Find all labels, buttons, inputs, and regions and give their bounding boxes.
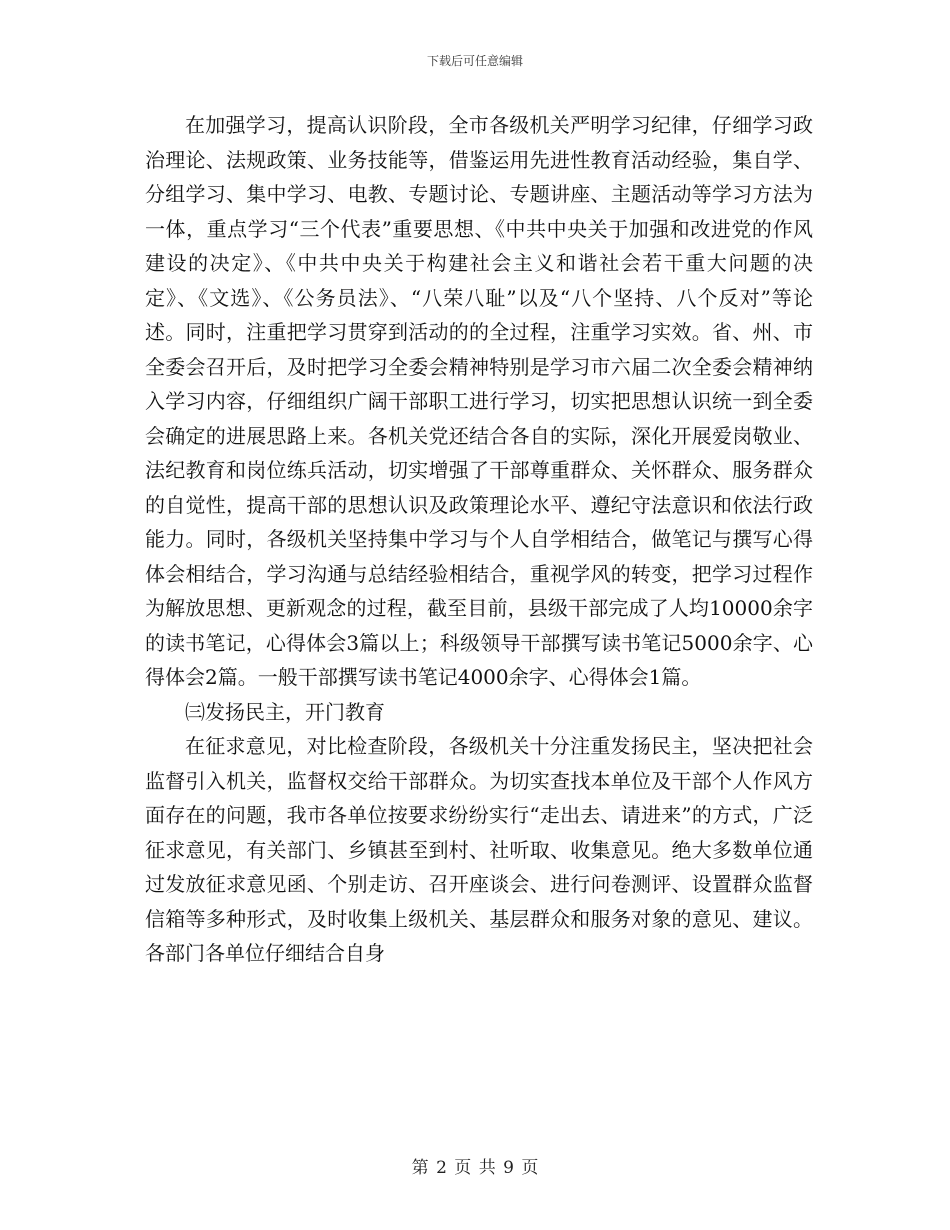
page-header-note: 下载后可任意编辑	[426, 54, 523, 68]
section-heading: ㈢发扬民主，开门教育	[185, 699, 385, 724]
document-body	[145, 108, 813, 971]
body-paragraph: 在征求意见，对比检查阶段，各级机关十分注重发扬民主，坚决把社会监督引入机关，监督权交给干部群众。为切实查找本单位及干部个人作风方面存在的问题，我市各单位按要求纷纷实行“走出去、请进来”的方式，广泛征求意见，有关部门、乡镇甚至到村、社听取、收集意见。绝大多数单位通过发放征求意见函、个别走访、召开座谈会、进行问卷测评、设置群众监督信箱等多种形式，及时收集上级机关、基层群众和服务对象的意见、建议。各部门各单位仔细结合自身	[145, 734, 813, 965]
body-paragraph: 在加强学习，提高认识阶段，全市各级机关严明学习纪律，仔细学习政治理论、法规政策、业务技能等，借鉴运用先进性教育活动经验，集自学、分组学习、集中学习、电教、专题讨论、专题讲座、主题活动等学习方法为一体，重点学习“三个代表”重要思想、《中共中央关于加强和改进党的作风建设的决定》、《中共中央关于构建社会主义和谐社会若干重大问题的决定》、《文选》、《公务员法》、“八荣八耻”以及“八个坚持、八个反对”等论述。同时，注重把学习贯穿到活动的的全过程，注重学习实效。省、州、市全委会召开后，及时把学习全委会精神特别是学习市六届二次全委会精神纳入学习内容，仔细组织广阔干部职工进行学习，切实把思想认识统一到全委会确定的进展思路上来。各机关党还结合各自的实际，深化开展爱岗敬业、法纪教育和岗位练兵活动，切实增强了干部尊重群众、关怀群众、服务群众的自觉性，提高干部的思想认识及政策理论水平、遵纪守法意识和依法行政能力。同时，各级机关坚持集中学习与个人自学相结合，做笔记与撰写心得体会相结合，学习沟通与总结经验相结合，重视学风的转变，把学习过程作为解放思想、更新观念的过程，截至目前，县级干部完成了人均10000余字的读书笔记，心得体会3篇以上；科级领导干部撰写读书笔记5000余字、心得体会2篇。一般干部撰写读书笔记4000余字、心得体会1篇。	[145, 113, 813, 689]
page-number: 第 2 页 共 9 页	[411, 1158, 539, 1178]
